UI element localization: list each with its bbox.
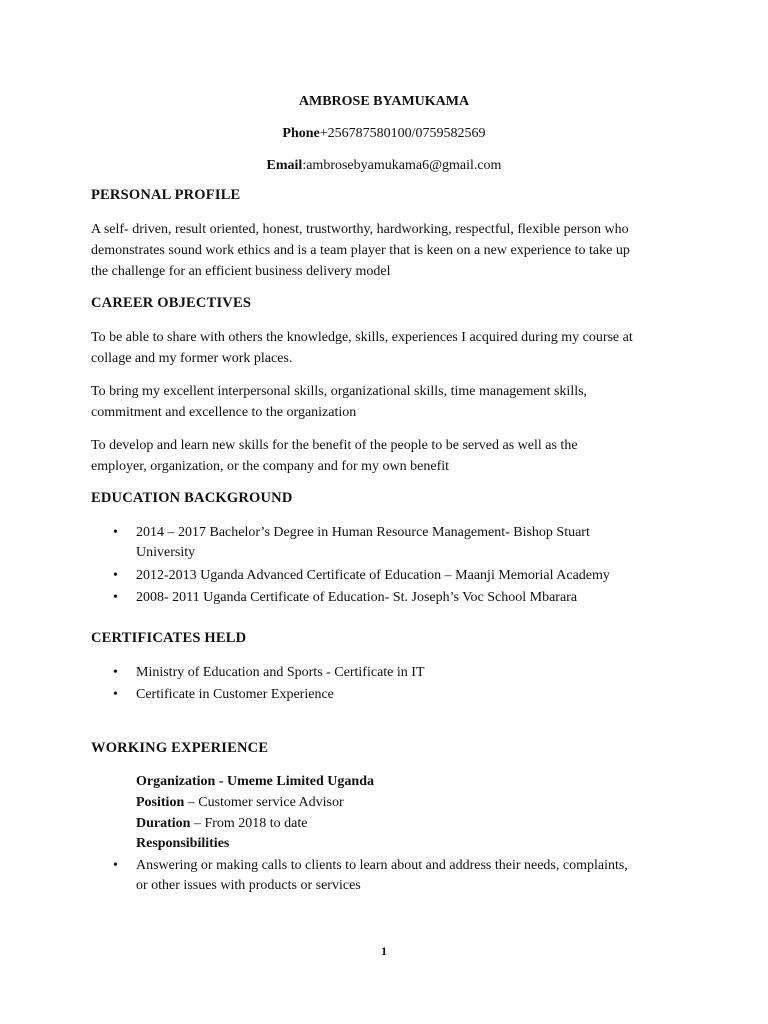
duration-line [136, 816, 308, 832]
email-value: :ambrosebyamukama6@gmail.com [302, 158, 502, 173]
profile-line: the challenge for an efficient business delivery model [91, 264, 391, 279]
profile-line: A self- driven, result oriented, honest, trustworthy, hardworking, respectful, flexible person who [91, 222, 629, 237]
duration-label: Duration [136, 816, 191, 831]
education-line: University [136, 545, 196, 560]
bullet-icon: • [113, 590, 118, 605]
objective-line: To bring my excellent interpersonal skills, organizational skills, time management skills, [91, 384, 588, 399]
phone-line [0, 126, 768, 142]
objective-line: employer, organization, or the company and for my own benefit [91, 459, 450, 474]
certificate-line: Certificate in Customer Experience [136, 687, 334, 702]
objective-paragraph [91, 327, 691, 369]
bullet-icon: • [113, 687, 118, 702]
bullet-icon: • [113, 525, 118, 540]
personal-profile-heading: PERSONAL PROFILE [91, 187, 241, 203]
objective-line: To be able to share with others the knowledge, skills, experiences I acquired during my course at [91, 330, 633, 345]
phone-label: Phone [282, 126, 320, 141]
certificates-heading: CERTIFICATES HELD [91, 630, 247, 646]
position-value: – Customer service Advisor [184, 795, 344, 810]
page-number: 1 [381, 944, 387, 958]
objective-line: collage and my former work places. [91, 351, 293, 366]
certificate-line: Ministry of Education and Sports - Certificate in IT [136, 665, 425, 680]
education-line: 2008- 2011 Uganda Certificate of Education- St. Joseph’s Voc School Mbarara [136, 590, 578, 605]
responsibility-line: Answering or making calls to clients to learn about and address their needs, complaints, [136, 858, 628, 873]
bullet-icon: • [113, 665, 118, 680]
personal-profile-text [91, 219, 691, 282]
position-label: Position [136, 795, 185, 810]
objective-paragraph [91, 435, 691, 477]
objective-line: To develop and learn new skills for the benefit of the people to be served as well as the [91, 438, 578, 453]
phone-value: +256787580100/0759582569 [319, 126, 486, 141]
position-line [136, 795, 344, 811]
education-line: 2014 – 2017 Bachelor’s Degree in Human Resource Management- Bishop Stuart [136, 525, 590, 540]
career-objectives-heading: CAREER OBJECTIVES [91, 295, 252, 311]
education-line: 2012-2013 Uganda Advanced Certificate of Education – Maanji Memorial Academy [136, 568, 610, 583]
email-line [0, 158, 768, 174]
objective-paragraph [91, 381, 691, 423]
responsibilities-label: Responsibilities [136, 836, 230, 851]
duration-value: – From 2018 to date [190, 816, 308, 831]
bullet-icon: • [113, 568, 118, 583]
organization-line: Organization - Umeme Limited Uganda [136, 774, 374, 789]
profile-line: demonstrates sound work ethics and is a team player that is keen on a new experience to take up [91, 243, 630, 258]
email-label: Email [266, 158, 303, 173]
education-heading: EDUCATION BACKGROUND [91, 490, 293, 506]
candidate-name: AMBROSE BYAMUKAMA [298, 94, 470, 109]
responsibility-line: or other issues with products or services [136, 878, 361, 893]
objective-line: commitment and excellence to the organization [91, 405, 357, 420]
bullet-icon: • [113, 858, 118, 873]
experience-heading: WORKING EXPERIENCE [91, 740, 269, 756]
